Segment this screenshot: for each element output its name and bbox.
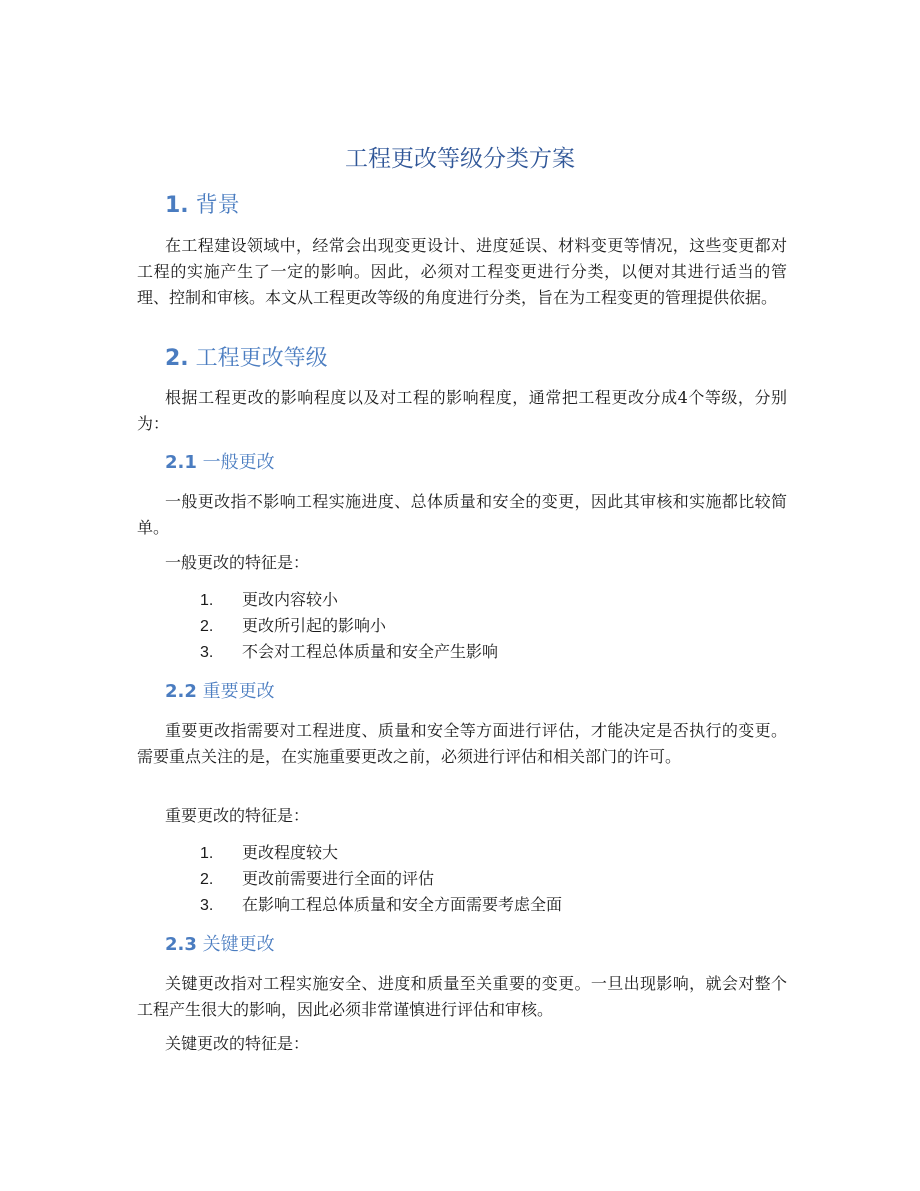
subsection-heading-important-change [165,679,275,705]
subsection-title: 一般更改 [202,452,275,473]
list-text: 在影响工程总体质量和安全方面需要考虑全面 [242,895,563,914]
list-index: 3. [200,897,214,914]
subsection-title: 重要更改 [202,681,275,702]
key-change-paragraph: 关键更改指对工程实施安全、进度和质量至关重要的变更。一旦出现影响，就会对整个工程产生很大的影响，因此必须非常谨慎进行评估和审核。 [137,974,787,1019]
section-number: 2. [165,346,189,371]
list-index: 2. [200,618,214,635]
general-change-paragraph: 一般更改指不影响工程实施进度、总体质量和安全的变更，因此其审核和实施都比较简单。 [137,492,787,537]
list-item [200,613,498,639]
section-heading-change-levels [165,344,328,374]
list-index: 2. [200,871,214,888]
section-title: 背景 [195,193,240,218]
subsection-title: 关键更改 [202,934,275,955]
general-change-features-intro: 一般更改的特征是： [165,553,310,572]
section-title: 工程更改等级 [195,346,328,371]
list-text: 更改前需要进行全面的评估 [242,869,435,888]
important-change-features-list [200,840,562,918]
list-text: 更改所引起的影响小 [242,616,387,635]
list-item [200,892,562,918]
list-index: 1. [200,592,214,609]
list-item [200,866,562,892]
section-heading-background [165,191,240,221]
list-index: 1. [200,845,214,862]
important-change-features-intro: 重要更改的特征是： [165,806,310,825]
subsection-number: 2.1 [165,452,197,473]
list-text: 更改程度较大 [242,843,339,862]
document-title: 工程更改等级分类方案 [345,146,575,172]
important-change-paragraph: 重要更改指需要对工程进度、质量和安全等方面进行评估，才能决定是否执行的变更。需要重点关注的是，在实施重要更改之前，必须进行评估和相关部门的许可。 [137,721,787,766]
subsection-heading-general-change [165,450,275,476]
list-index: 3. [200,644,214,661]
list-item [200,639,498,665]
list-item [200,840,562,866]
subsection-heading-key-change [165,932,275,958]
list-text: 不会对工程总体质量和安全产生影响 [242,642,499,661]
subsection-number: 2.3 [165,934,197,955]
list-text: 更改内容较小 [242,590,339,609]
subsection-number: 2.2 [165,681,197,702]
section-number: 1. [165,193,189,218]
general-change-features-list [200,587,498,665]
background-paragraph: 在工程建设领域中，经常会出现变更设计、进度延误、材料变更等情况，这些变更都对工程的实施产生了一定的影响。因此，必须对工程变更进行分类，以便对其进行适当的管理、控制和审核。本文从工程更改等级的角度进行分类，旨在为工程变更的管理提供依据。 [137,236,787,307]
change-levels-paragraph: 根据工程更改的影响程度以及对工程的影响程度，通常把工程更改分成4个等级，分别为： [137,388,787,433]
key-change-features-intro: 关键更改的特征是： [165,1034,310,1053]
list-item [200,587,498,613]
